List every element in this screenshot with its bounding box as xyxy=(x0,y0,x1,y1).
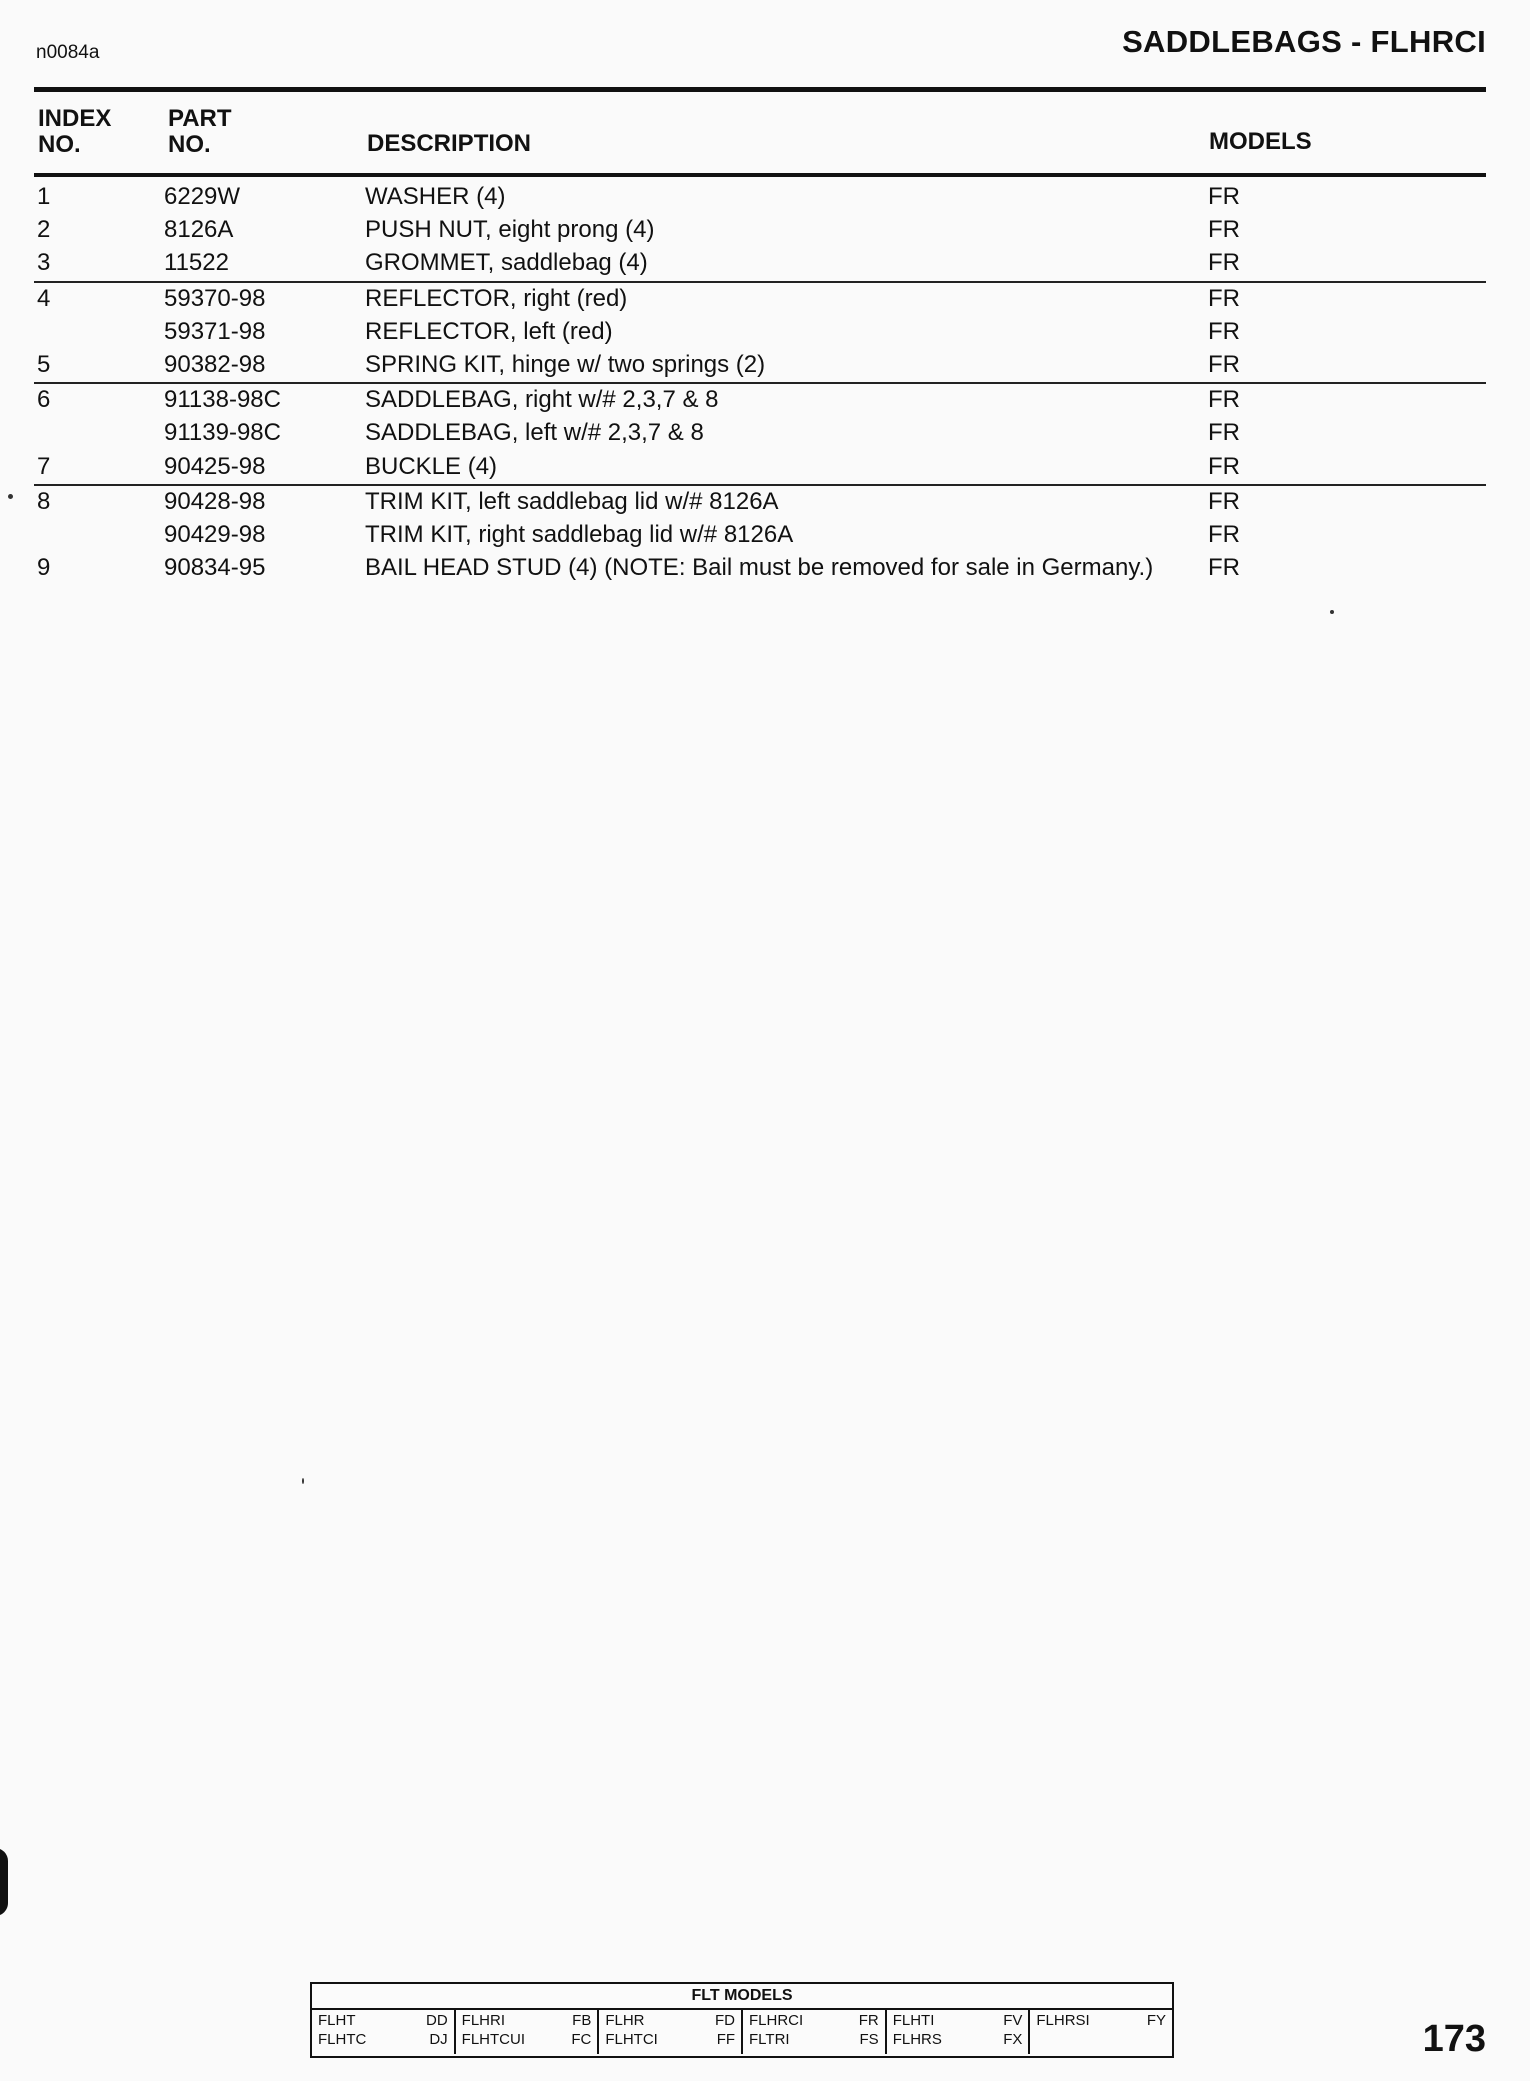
row-description: PUSH NUT, eight prong (4) xyxy=(365,216,655,244)
row-part-number: 90834-95 xyxy=(164,554,266,582)
flt-models-group xyxy=(312,2010,456,2054)
flt-model-code: FB xyxy=(572,2012,592,2029)
row-part-number: 90382-98 xyxy=(164,350,266,378)
row-models: FR xyxy=(1208,554,1240,582)
row-models: FR xyxy=(1208,317,1240,345)
row-part-number: 59370-98 xyxy=(164,284,266,312)
row-models: FR xyxy=(1208,520,1240,548)
row-description: SADDLEBAG, left w/# 2,3,7 & 8 xyxy=(365,419,704,447)
row-part-number: 91139-98C xyxy=(164,419,281,447)
row-models: FR xyxy=(1208,487,1240,515)
table-row xyxy=(34,484,1486,519)
row-models: FR xyxy=(1208,419,1240,447)
table-row xyxy=(34,181,1486,214)
flt-model-name: FLHRI xyxy=(461,2012,506,2029)
flt-model-name: FLHTI xyxy=(892,2012,935,2029)
row-description: SADDLEBAG, right w/# 2,3,7 & 8 xyxy=(365,386,719,414)
scan-speck xyxy=(302,1478,304,1484)
row-description: WASHER (4) xyxy=(365,183,506,210)
row-index: 5 xyxy=(37,350,51,378)
flt-model-code: DJ xyxy=(429,2031,448,2048)
row-part-number: 90428-98 xyxy=(164,487,266,515)
row-models: FR xyxy=(1208,284,1240,312)
row-description: TRIM KIT, left saddlebag lid w/# 8126A xyxy=(365,487,779,515)
row-index: 6 xyxy=(37,386,51,414)
flt-model-code: FV xyxy=(1003,2012,1023,2029)
flt-model-name: FLHT xyxy=(318,2012,356,2029)
flt-model-code: FX xyxy=(1003,2031,1023,2048)
flt-model-code: FR xyxy=(858,2012,879,2029)
table-row xyxy=(34,519,1486,552)
row-part-number: 6229W xyxy=(164,183,241,210)
row-description: REFLECTOR, right (red) xyxy=(365,284,628,312)
header-index-line2: NO. xyxy=(38,131,81,158)
flt-models-title: FLT MODELS xyxy=(312,1984,1172,2010)
row-index: 9 xyxy=(37,554,51,582)
flt-models-grid xyxy=(312,2010,1172,2054)
page-number: 173 xyxy=(1422,2018,1486,2060)
page-title: SADDLEBAGS - FLHRCI xyxy=(1122,24,1486,59)
header-models: MODELS xyxy=(1209,128,1312,155)
row-models: FR xyxy=(1208,386,1240,414)
row-description: TRIM KIT, right saddlebag lid w/# 8126A xyxy=(365,520,794,548)
top-rule xyxy=(34,87,1486,92)
table-row xyxy=(34,281,1486,316)
document-code: n0084a xyxy=(36,42,100,63)
flt-model-name: FLHTCUI xyxy=(461,2031,526,2048)
row-description: REFLECTOR, left (red) xyxy=(365,317,613,345)
row-part-number: 11522 xyxy=(164,249,229,277)
flt-model-name: FLHRSI xyxy=(1036,2012,1090,2029)
flt-model-name: FLHTCI xyxy=(605,2031,658,2048)
flt-model-code: FF xyxy=(716,2031,736,2048)
row-index: 1 xyxy=(37,183,51,210)
table-row xyxy=(34,451,1486,484)
row-part-number: 91138-98C xyxy=(164,386,281,414)
row-index: 2 xyxy=(37,216,51,244)
parts-table-body xyxy=(34,181,1486,585)
row-description: BAIL HEAD STUD (4) (NOTE: Bail must be removed for sale in Germany.) xyxy=(365,554,1154,582)
row-description: SPRING KIT, hinge w/ two springs (2) xyxy=(365,350,766,378)
table-row xyxy=(34,316,1486,349)
header-part-line1: PART xyxy=(168,105,232,132)
table-row xyxy=(34,349,1486,382)
flt-model-code: FY xyxy=(1146,2012,1167,2029)
header-part-line2: NO. xyxy=(168,131,211,158)
flt-model-name: FLHR xyxy=(605,2012,645,2029)
flt-models-group xyxy=(743,2010,887,2054)
table-row xyxy=(34,417,1486,450)
flt-model-code: FC xyxy=(571,2031,592,2048)
flt-models-legend xyxy=(310,1982,1174,2058)
flt-models-group xyxy=(599,2010,743,2054)
row-index: 4 xyxy=(37,284,51,312)
header-index-line1: INDEX xyxy=(38,105,112,132)
row-description: BUCKLE (4) xyxy=(365,452,498,480)
scan-speck xyxy=(1330,610,1334,614)
row-part-number: 59371-98 xyxy=(164,317,266,345)
scan-speck xyxy=(8,494,13,499)
flt-models-group xyxy=(1030,2010,1172,2054)
row-index: 8 xyxy=(37,487,51,515)
table-row xyxy=(34,214,1486,247)
row-models: FR xyxy=(1208,452,1240,480)
header-part-no xyxy=(168,106,232,158)
row-part-number: 90429-98 xyxy=(164,520,266,548)
flt-model-name: FLTRI xyxy=(749,2031,790,2048)
table-row xyxy=(34,247,1486,280)
header-description: DESCRIPTION xyxy=(367,130,532,157)
flt-model-code: DD xyxy=(426,2012,448,2029)
flt-model-name: FLHRCI xyxy=(749,2012,804,2029)
row-models: FR xyxy=(1208,216,1240,244)
row-index: 7 xyxy=(37,452,51,480)
flt-model-code: FD xyxy=(715,2012,736,2029)
flt-model-name: FLHTC xyxy=(318,2031,367,2048)
flt-model-code: FS xyxy=(859,2031,879,2048)
row-index: 3 xyxy=(37,249,51,277)
flt-model-name: FLHRS xyxy=(892,2031,942,2048)
flt-models-group xyxy=(887,2010,1031,2054)
section-edge-tab xyxy=(0,1848,8,1916)
row-description: GROMMET, saddlebag (4) xyxy=(365,249,648,277)
table-row xyxy=(34,382,1486,417)
flt-models-group xyxy=(456,2010,600,2054)
row-models: FR xyxy=(1208,350,1240,378)
row-models: FR xyxy=(1208,249,1240,277)
row-models: FR xyxy=(1208,183,1240,210)
table-header xyxy=(34,104,1486,172)
header-rule xyxy=(34,173,1486,177)
header-index-no xyxy=(38,106,111,158)
row-part-number: 8126A xyxy=(164,216,234,244)
row-part-number: 90425-98 xyxy=(164,452,266,480)
table-row xyxy=(34,552,1486,585)
